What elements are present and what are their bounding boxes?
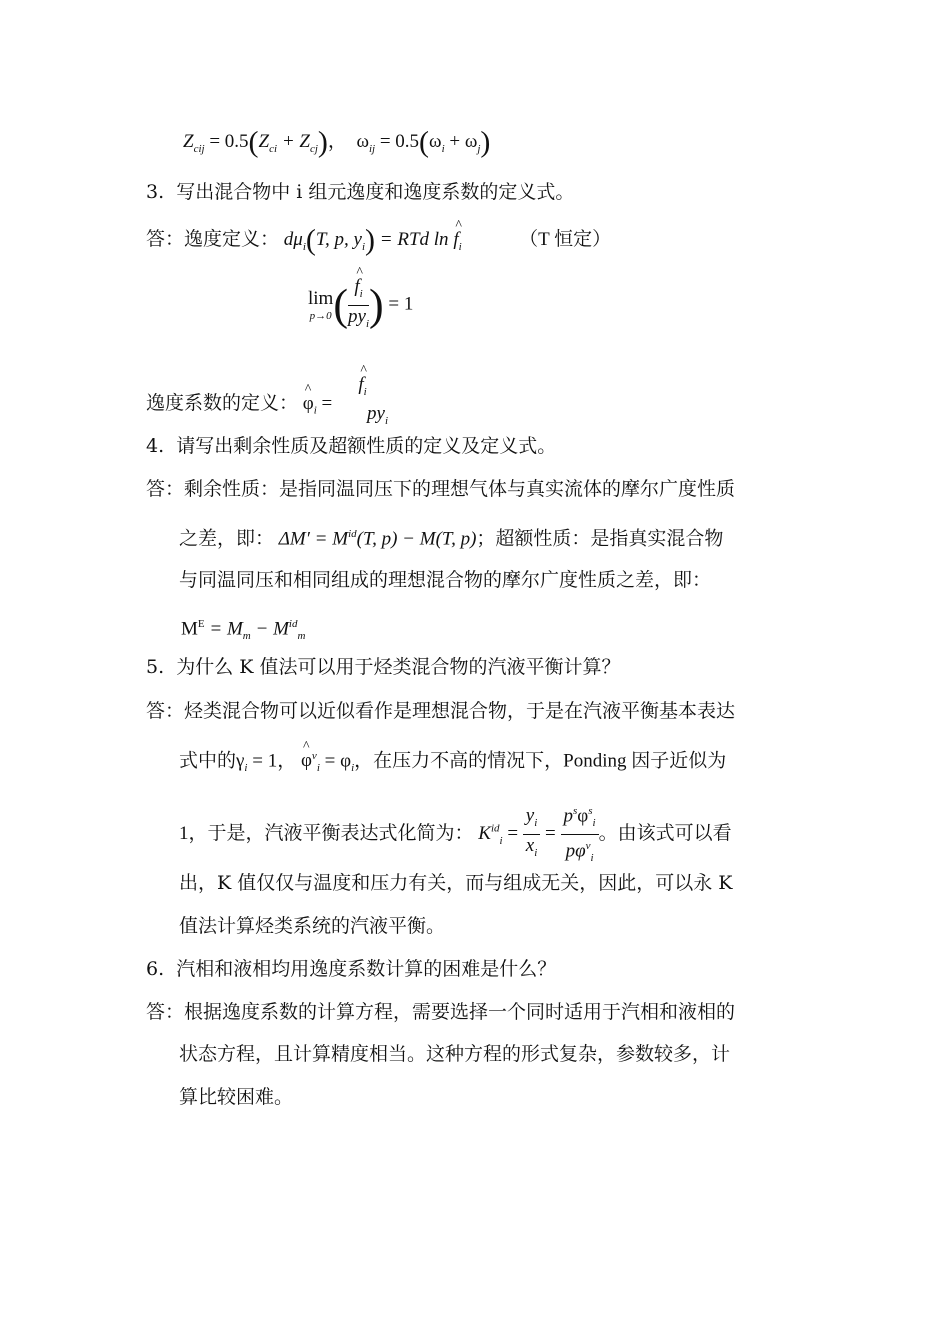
- answer-5-line-5: 值法计算烃类系统的汽液平衡。: [179, 915, 446, 937]
- z-plus: + Z: [281, 131, 310, 152]
- frac2-den-sub: i: [590, 852, 594, 865]
- excess-sup: E: [197, 618, 205, 630]
- frac2-phi: φ: [577, 805, 589, 827]
- phi-v-equals: = φ: [319, 750, 352, 772]
- answer-5-line-3-pre: 1，于是，汽液平衡表达式化简为：: [179, 822, 474, 844]
- frac2-p-sup: s: [573, 805, 578, 817]
- answer-6-line-2: 状态方程，且计算精度相当。这种方程的形式复杂，参数较多，计: [179, 1043, 731, 1065]
- phi-hat-sub: i: [313, 404, 317, 417]
- excess-eq: = M: [204, 618, 243, 640]
- lim-py: py: [348, 305, 366, 327]
- question-6: [146, 957, 556, 981]
- gamma-sub: i: [244, 762, 248, 775]
- frac2-den-sup: v: [585, 840, 591, 853]
- frac1-y-sub: i: [534, 817, 538, 830]
- excess-sub-2: m: [297, 630, 306, 643]
- coef-prefix: 逸度系数的定义：: [146, 392, 299, 414]
- k-fraction-1: [523, 805, 541, 864]
- omega-a-subscript: i: [441, 142, 445, 155]
- rtd-ln: = RTd ln: [379, 229, 454, 250]
- phi-v-hat: ^ φ: [301, 749, 312, 773]
- omega-symbol: ω: [356, 131, 369, 152]
- lim-fraction: [348, 276, 369, 335]
- gamma-equals: = 1，: [247, 750, 297, 772]
- paren-close-3: ): [365, 223, 376, 257]
- excess-m: M: [181, 618, 198, 640]
- phi-py-sub: i: [384, 414, 389, 427]
- residual-sup: id: [348, 528, 357, 540]
- omega-b-subscript: j: [477, 142, 481, 155]
- answer-5-line-4: 出，K 值仅仅与温度和压力有关，而与组成无关，因此，可以永 K: [179, 872, 733, 894]
- answer-5-line-3-post: 。由该式可以看: [598, 822, 732, 844]
- t-constant-note: （T 恒定）: [519, 229, 612, 250]
- question-5-number: 5.: [146, 656, 165, 678]
- lim-f-hat: ^ f: [354, 276, 359, 298]
- answer-4-line-1: 答：剩余性质：是指同温同压下的理想气体与真实流体的摩尔广度性质: [146, 478, 736, 500]
- z-a-symbol: Z: [258, 131, 270, 152]
- k-fraction-2: [561, 800, 599, 869]
- z-b-subscript: cj: [309, 142, 318, 155]
- answer-3-prefix: 答：逸度定义：: [146, 229, 280, 250]
- z-a-subscript: ci: [269, 142, 278, 155]
- question-3-text: 写出混合物中 i 组元逸度和逸度系数的定义式。: [176, 181, 575, 203]
- gamma-symbol: γ: [236, 750, 245, 772]
- omega-plus: + ω: [449, 131, 478, 152]
- k-equals: =: [502, 822, 523, 844]
- lim-subscript: p→0: [309, 310, 332, 323]
- question-4-text: 请写出剩余性质及超额性质的定义及定义式。: [176, 435, 557, 457]
- z-subscript: cij: [193, 142, 205, 155]
- answer-6-line-3: 算比较困难。: [179, 1086, 294, 1108]
- phi-f-sub: i: [363, 385, 367, 398]
- lim-equals: = 1: [388, 293, 414, 315]
- question-6-number: 6.: [146, 958, 165, 980]
- phi-v-sub: i: [316, 762, 320, 775]
- paren-open: (: [248, 125, 259, 159]
- answer-4-excess-formula: [181, 612, 305, 648]
- residual-args: (T, p) − M(T, p): [356, 528, 477, 550]
- answer-5-line-2-post: ，在压力不高的情况下，Ponding 因子近似为: [354, 750, 727, 772]
- frac1-x: x: [525, 835, 535, 857]
- omega-equals: = 0.5: [379, 131, 420, 152]
- answer-4-line-2-pre: 之差，即：: [179, 528, 275, 550]
- phi-v-sup: v: [311, 750, 317, 762]
- residual-eq: ΔM′ = M: [278, 528, 349, 550]
- k-sup: id: [490, 822, 500, 835]
- paren-close-2: ): [480, 125, 491, 159]
- lim-word: lim: [308, 288, 334, 310]
- answer-3-coefficient-def: [146, 374, 388, 432]
- question-6-text: 汽相和液相均用逸度系数计算的困难是什么？: [176, 958, 557, 980]
- phi-fraction: [337, 374, 388, 432]
- lim-paren-open: (: [333, 280, 348, 330]
- answer-4-line-2: [179, 522, 723, 551]
- formula-mixing-rules: [183, 125, 491, 161]
- phi-f-hat: ^ f: [358, 374, 363, 396]
- d-mu-sub: i: [302, 240, 306, 253]
- f-hat-sub: i: [458, 240, 462, 253]
- phi-v-eq-sub: i: [351, 762, 355, 775]
- k-sub: i: [499, 834, 503, 847]
- paren-open-2: (: [419, 125, 430, 159]
- excess-sup-2: id: [288, 618, 298, 630]
- question-5-text: 为什么 K 值法可以用于烃类混合物的汽液平衡计算？: [176, 656, 621, 678]
- frac2-phi-sup: s: [588, 805, 593, 817]
- omega-subscript: ij: [368, 142, 376, 155]
- paren-open-3: (: [305, 223, 316, 257]
- lim-py-sub: i: [365, 317, 369, 330]
- omega-a-symbol: ω: [429, 131, 442, 152]
- answer-3-fugacity-def: [146, 223, 612, 259]
- z-equals: = 0.5: [209, 131, 249, 152]
- phi-py: py: [367, 402, 385, 424]
- answer-5-line-1: 答：烃类混合物可以近似看作是理想混合物，于是在汽液平衡基本表达: [146, 700, 736, 722]
- question-3-number: 3.: [146, 181, 165, 203]
- mu-args-sub: i: [361, 240, 366, 253]
- d-mu: dμ: [283, 229, 303, 250]
- answer-5-line-2-pre: 式中的: [179, 750, 237, 772]
- excess-sub: m: [242, 630, 251, 643]
- k-symbol: K: [478, 822, 491, 844]
- phi-equals: =: [321, 392, 333, 414]
- separator-comma: ，: [327, 131, 347, 152]
- answer-3-limit: [308, 276, 413, 335]
- question-4: [146, 434, 556, 458]
- lim-paren-close: ): [369, 280, 384, 330]
- frac-equals: =: [540, 822, 561, 844]
- lim-block: [308, 288, 333, 322]
- frac1-x-sub: i: [534, 846, 538, 859]
- lim-f-sub: i: [359, 287, 363, 300]
- answer-5-line-3: [179, 800, 732, 869]
- paren-close: ): [317, 125, 328, 159]
- answer-5-line-2: [179, 744, 726, 780]
- f-hat: ^ f: [453, 228, 458, 252]
- answer-4-line-3: 与同温同压和相同组成的理想混合物的摩尔广度性质之差，即：: [179, 569, 712, 591]
- frac1-y: y: [525, 805, 535, 827]
- question-3: [146, 180, 574, 204]
- mu-args: T, p, y: [315, 229, 362, 250]
- frac2-num-sub: i: [592, 817, 596, 830]
- z-symbol: Z: [183, 131, 194, 152]
- question-5: [146, 655, 621, 679]
- question-4-number: 4.: [146, 435, 165, 457]
- phi-hat: ^ φ: [303, 392, 314, 416]
- frac2-p: p: [563, 805, 574, 827]
- excess-minus: − M: [250, 618, 289, 640]
- answer-4-line-2-post: ；超额性质：是指真实混合物: [476, 528, 724, 550]
- frac2-pphi: pφ: [565, 840, 586, 862]
- answer-6-line-1: 答：根据逸度系数的计算方程，需要选择一个同时适用于汽相和液相的: [146, 1001, 736, 1023]
